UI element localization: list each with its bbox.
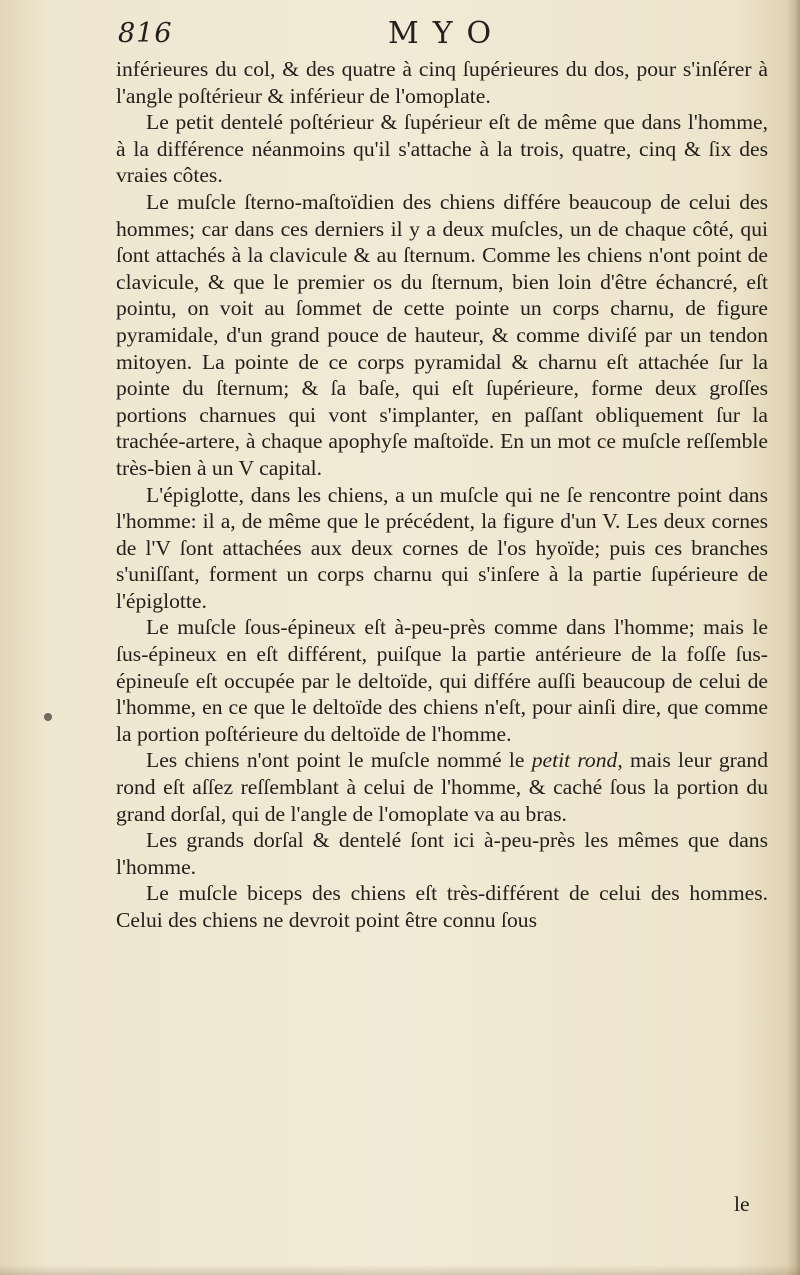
paragraph-grands-dorsal: Les grands dorſal & dentelé ſont ici à-peu-près les mêmes que dans l'homme. bbox=[116, 828, 768, 879]
page-header bbox=[110, 14, 770, 54]
catchword: le bbox=[734, 1192, 750, 1216]
italic-term: petit rond bbox=[531, 748, 618, 773]
running-title: MYO bbox=[388, 16, 506, 51]
paragraph-epiglotte: L'épiglotte, dans les chiens, a un muſcle qui ne ſe rencontre point dans l'homme: il a, de même que le précédent, la figure d'un V. Les deux cornes de l'V ſont attachées aux deux cornes de l'os hyoïde; puis ces branches s'uniſſant, forment un corps charnu qui s'inſere à la partie ſupérieure de l'épiglotte. bbox=[116, 482, 768, 613]
paragraph-continued: inférieures du col, & des quatre à cinq ſupérieures du dos, pour s'inſérer à l'angle poſtérieur & inférieur de l'omoplate. bbox=[116, 57, 768, 108]
margin-ink-spot-icon bbox=[44, 713, 52, 721]
paragraph-biceps: Le muſcle biceps des chiens eſt très-différent de celui des hommes. Celui des chiens ne devroit point être connu ſous bbox=[116, 881, 768, 932]
page-bottom-shadow bbox=[0, 1265, 800, 1275]
body-text bbox=[116, 56, 768, 934]
page-edge-shadow bbox=[786, 0, 800, 1275]
paragraph-petit-dentele: Le petit dentelé poſtérieur & ſupérieur eſt de même que dans l'homme, à la différence néanmoins qu'il s'attache à la trois, quatre, cinq & ſix des vraies côtes. bbox=[116, 110, 768, 188]
page-number: 816 bbox=[118, 18, 173, 49]
paragraph-petit-rond: Les chiens n'ont point le muſcle nommé le petit rond, mais leur grand rond eſt aſſez reſſemblant à celui de l'homme, & caché ſous la portion du grand dorſal, qui de l'angle de l'omoplate va au bras. bbox=[116, 748, 768, 826]
paragraph-sous-epineux: Le muſcle ſous-épineux eſt à-peu-près comme dans l'homme; mais le ſus-épineux en eſt différent, puiſque la partie antérieure de la foſſe ſus-épineuſe eſt occupée par le deltoïde, qui différe auſſi beaucoup de celui de l'homme, en ce que le deltoïde des chiens n'eſt, pour ainſi dire, que comme la portion poſtérieure du deltoïde de l'homme. bbox=[116, 615, 768, 746]
paragraph-sterno-mastoidien: Le muſcle ſterno-maſtoïdien des chiens différe beaucoup de celui des hommes; car dans ces derniers il y a deux muſcles, un de chaque côté, qui ſont attachés à la clavicule & au ſternum. Comme les chiens n'ont point de clavicule, & que le premier os du ſternum, bien loin d'être échancré, eſt pointu, on voit au ſommet de cette pointe un corps charnu, de figure pyramidale, d'un grand pouce de hauteur, & comme diviſé par un tendon mitoyen. La pointe de ce corps pyramidal & charnu eſt attachée ſur la pointe du ſternum; & ſa baſe, qui eſt ſupérieure, forme deux groſſes portions charnues qui vont s'implanter, en paſſant obliquement ſur la trachée-artere, à chaque apophyſe maſtoïde. En un mot ce muſcle reſſemble très-bien à un V capital. bbox=[116, 189, 768, 480]
